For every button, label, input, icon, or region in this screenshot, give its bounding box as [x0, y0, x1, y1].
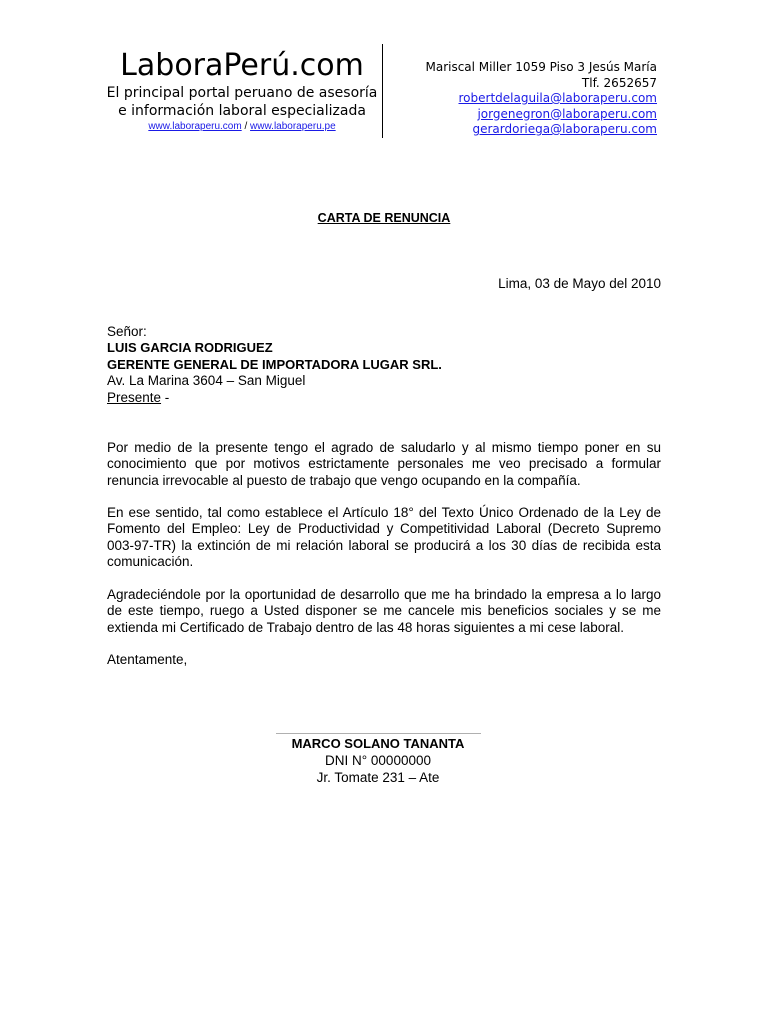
addressee-address: Av. La Marina 3604 – San Miguel	[107, 373, 306, 389]
brand-tagline-line2: e información laboral especializada	[118, 103, 366, 119]
paragraph-line: conocimiento que por motivos estrictamente personales me veo precisado a formular	[107, 456, 661, 472]
signer-name: MARCO SOLANO TANANTA	[291, 736, 465, 751]
contact-address: Mariscal Miller 1059 Piso 3 Jesús María	[425, 60, 657, 74]
addressee-name: LUIS GARCIA RODRIGUEZ	[107, 340, 273, 356]
website-link-pe[interactable]: www.laboraperu.pe	[250, 121, 336, 132]
paragraph-1	[107, 440, 661, 489]
brand-tagline-line1: El principal portal peruano de asesoría	[106, 85, 378, 101]
paragraph-line: En ese sentido, tal como establece el Artículo 18° del Texto Único Ordenado de la Ley de	[107, 505, 661, 520]
paragraph-2	[107, 505, 661, 571]
letter-date: Lima, 03 de Mayo del 2010	[498, 276, 661, 291]
paragraph-line: 003-97-TR) la extinción de mi relación laboral se producirá a los 30 días de recibida esta	[107, 537, 661, 553]
signer-address: Jr. Tomate 231 – Ate	[316, 770, 440, 785]
signature-line	[276, 733, 481, 734]
email-link-robert[interactable]: robertdelaguila@laboraperu.com	[458, 91, 657, 105]
addressee-block	[107, 324, 661, 406]
email-link-gerardo[interactable]: gerardoriega@laboraperu.com	[472, 122, 657, 136]
contact-block	[425, 60, 657, 138]
closing: Atentamente,	[107, 652, 188, 667]
paragraph-line: Por medio de la presente tengo el agrado de saludarlo y al mismo tiempo poner en su	[107, 440, 661, 455]
paragraph-line: Agradeciéndole por la oportunidad de desarrollo que me ha brindado la empresa a lo largo	[107, 587, 661, 602]
salutation: Señor:	[107, 324, 147, 339]
brand-links	[104, 120, 380, 133]
presente-line	[107, 390, 661, 406]
paragraph-line: renuncia irrevocable al puesto de trabajo que vengo ocupando en la compañía.	[107, 472, 581, 488]
brand-title: LaboraPerú.com	[120, 48, 364, 83]
paragraph-line: extienda mi Certificado de Trabajo dentro de las 48 horas siguientes a mi cese laboral.	[107, 619, 625, 635]
presente-suffix: -	[161, 389, 170, 405]
link-separator: /	[241, 121, 251, 132]
paragraph-line: de este tiempo, ruego a Usted disponer se me cancele mis beneficios sociales y se me	[107, 603, 661, 619]
paragraph-line: comunicación.	[107, 554, 194, 570]
contact-phone: Tlf. 2652657	[581, 75, 657, 90]
signer-dni: DNI N° 00000000	[325, 753, 431, 768]
signature-block	[228, 735, 528, 786]
header-divider	[382, 44, 383, 138]
website-link-com[interactable]: www.laboraperu.com	[148, 121, 242, 132]
letter-title: CARTA DE RENUNCIA	[317, 211, 451, 225]
addressee-position: GERENTE GENERAL DE IMPORTADORA LUGAR SRL.	[107, 356, 442, 372]
email-link-jorge[interactable]: jorgenegron@laboraperu.com	[477, 106, 657, 121]
presente-word: Presente	[107, 389, 162, 405]
brand-block	[104, 48, 380, 133]
paragraph-3	[107, 587, 661, 636]
paragraph-line: Fomento del Empleo: Ley de Productividad y Competitividad Laboral (Decreto Supremo	[107, 521, 661, 537]
